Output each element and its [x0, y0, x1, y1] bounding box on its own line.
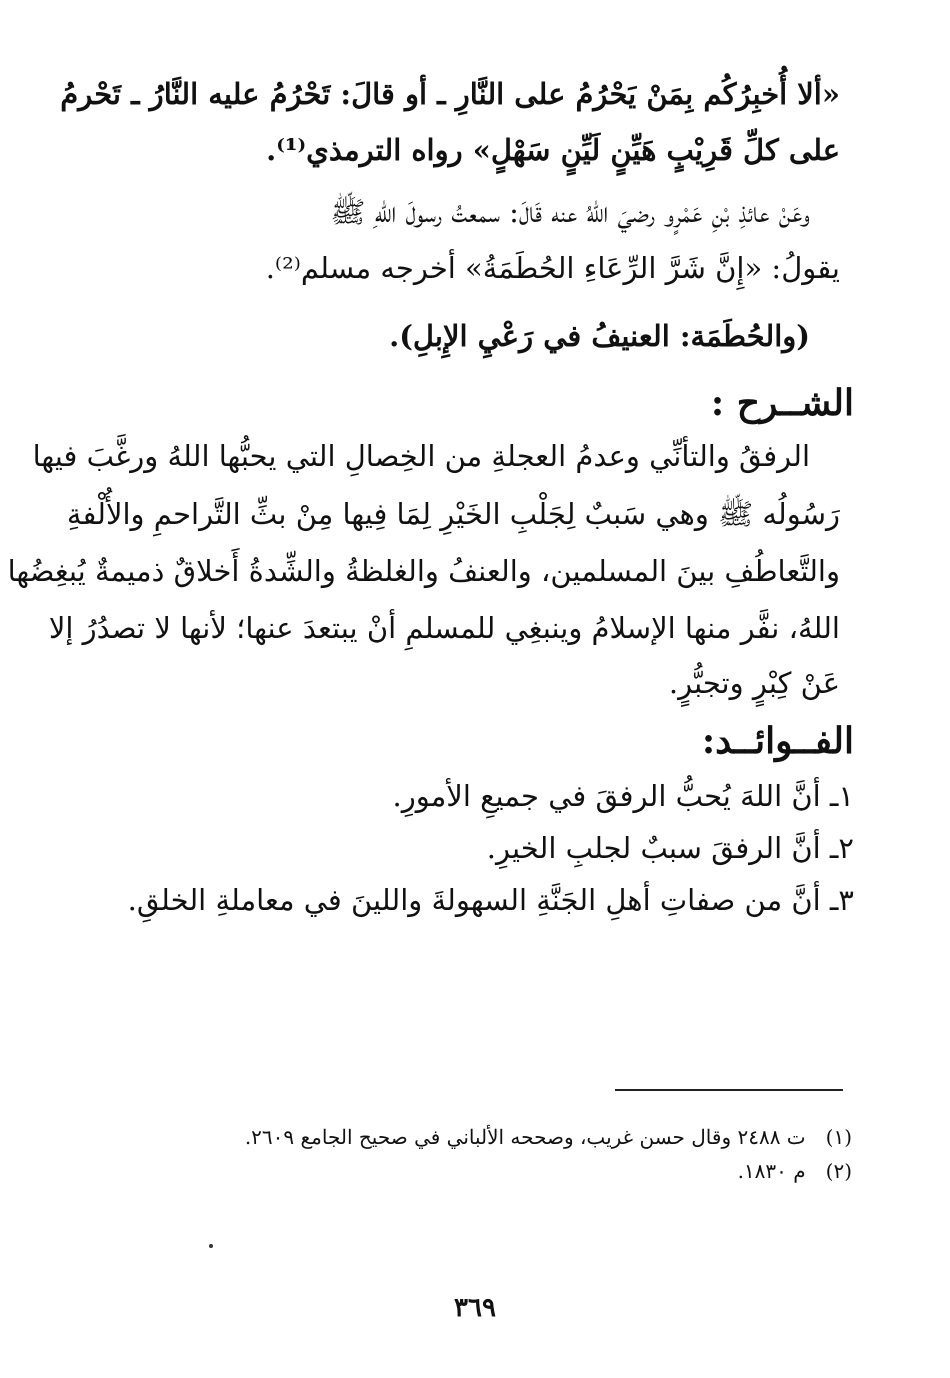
- footnote-1-number: (١): [825, 1125, 852, 1149]
- sharh-line-5: عَنْ كِبْرٍ وتجبُّرٍ.: [668, 666, 840, 700]
- definition-line: (والحُطَمَة: العنيفُ في رَعْيِ الإِبلِ).: [389, 319, 810, 353]
- footnote-2-number: (٢): [825, 1159, 852, 1183]
- hadith-line-4: يقولُ: «إِنَّ شَرَّ الرِّعَاءِ الحُطَمَةُ» أخرجه مسلم⁽²⁾.: [265, 251, 840, 285]
- footnote-separator: [615, 1089, 843, 1091]
- sharh-line-4: اللهُ، نفَّر منها الإسلامُ وينبغِي للمسلمِ أنْ يبتعدَ عنها؛ لأنها لا تصدُرُ إلا: [48, 611, 840, 645]
- footnote-1: [150, 1121, 852, 1153]
- sharh-line-2: رَسُولُه ﷺ وهي سَببٌ لِجَلْبِ الخَيْرِ لِمَا فِيها مِنْ بثِّ التَّراحمِ والأُلْفةِ: [66, 497, 840, 531]
- page-number: ٣٦٩: [454, 1293, 496, 1323]
- sharh-line-3: والتَّعاطُفِ بينَ المسلمين، والعنفُ والغلظةُ والشِّدةُ أَخلاقٌ ذميمةٌ يُبغِضُها: [7, 554, 840, 588]
- hadith-line-2: على كلِّ قَرِيْبٍ هَيِّنٍ لَيِّنٍ سَهْلٍ» رواه الترمذي⁽¹⁾.: [266, 133, 840, 167]
- footnote-2-text: م ١٨٣٠.: [737, 1159, 806, 1183]
- fawaid-item-1: ١ـ أنَّ اللهَ يُحبُّ الرفقَ في جميعِ الأمورِ.: [392, 779, 854, 813]
- hadith-line-3: وعَنْ عائذِ بْنِ عَمْرٍو رضيَ اللهُ عنه قَالَ: سمعتُ رسولَ اللهِ ﷺ: [330, 195, 810, 229]
- hadith-line-1: «ألا أُخبِرُكُم بِمَنْ يَحْرُمُ على النَّارِ ـ أو قالَ: تَحْرُمُ عليه النَّارُ ـ تَحْرمُ: [60, 77, 840, 111]
- fawaid-item-2: ٢ـ أنَّ الرفقَ سببٌ لجلبِ الخيرِ.: [486, 831, 854, 865]
- footnote-2: [150, 1155, 852, 1187]
- sharh-line-1: الرفقُ والتأنِّي وعدمُ العجلةِ من الخِصالِ التي يحبُّها اللهُ ورغَّبَ فيها: [32, 439, 810, 473]
- sharh-heading: الشــرح :: [710, 382, 854, 424]
- scan-speck: [209, 1244, 213, 1248]
- fawaid-heading: الفــوائــد:: [701, 720, 854, 762]
- footnote-1-text: ت ٢٤٨٨ وقال حسن غريب، وصححه الألباني في صحيح الجامع ٢٦٠٩.: [244, 1125, 806, 1149]
- fawaid-item-3: ٣ـ أنَّ من صفاتِ أهلِ الجَنَّةِ السهولةَ واللينَ في معاملةِ الخلقِ.: [127, 883, 854, 917]
